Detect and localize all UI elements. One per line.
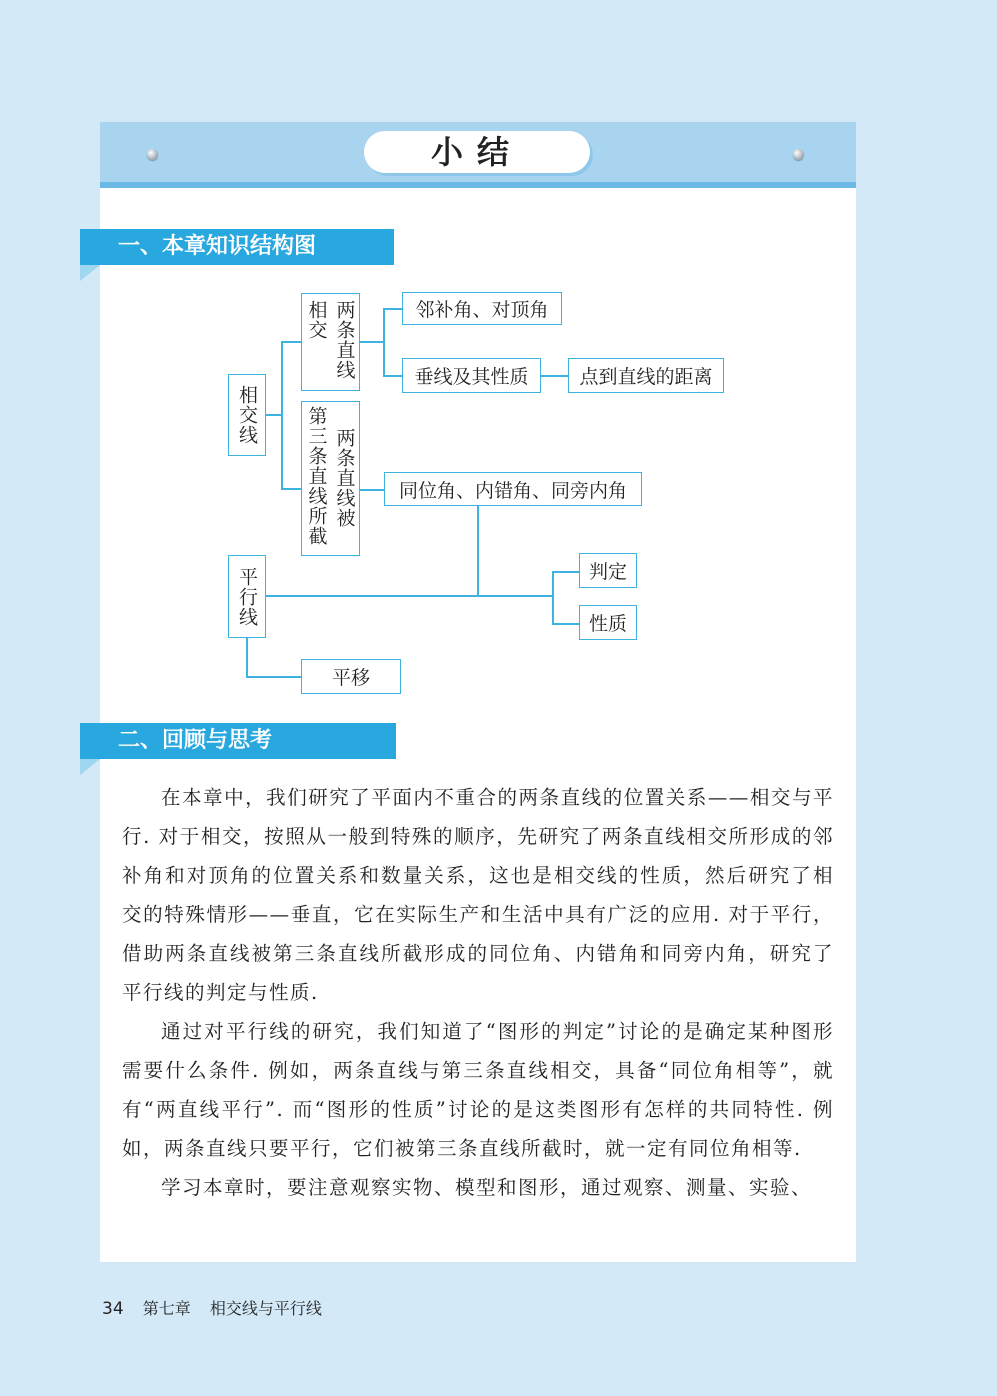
connector-line [383,308,385,375]
node-label: 第三条直线所截 [305,406,328,546]
connector-line [281,341,301,343]
paragraph: 在本章中，我们研究了平面内不重合的两条直线的位置关系——相交与平行. 对于相交，按照从一般到特殊的顺序，先研究了两条直线相交所形成的邻补角和对顶角的位置关系和数量关系，这也是相交线的性质，然后研究了相交的特殊情形——垂直，它在实际生产和生活中具有广泛的应用. 对于平行，借助两条直线被第三条直线所截形成的同位角、内错角和同旁内角，研究了平行线的判定与性质. [122,786,834,1004]
node-intersecting-lines [228,374,266,456]
node-label: 相交线 [236,385,258,445]
node-label: 两条直线 [333,300,356,380]
connector-line [540,375,568,377]
node-label: 平行线 [236,566,258,627]
connector-line [552,571,554,623]
connector-line [552,571,579,573]
node-label: 相交 [305,300,328,340]
connector-line [246,637,248,676]
node-parallel-lines [228,555,266,638]
connector-line [383,375,402,377]
connector-line [359,341,383,343]
connector-line [359,489,384,491]
node-properties: 性质 [579,605,637,640]
node-adjacent-vertical-angles: 邻补角、对顶角 [402,292,562,325]
node-determination: 判定 [579,553,637,588]
connector-line [281,341,283,488]
page-footer [102,1296,322,1319]
page-title: 小结 [364,131,590,173]
connector-line [281,488,301,490]
node-perpendicular: 垂线及其性质 [402,358,541,393]
node-label: 两条直线被 [333,428,356,528]
node-translation: 平移 [301,659,401,694]
section-heading-review: 二、回顾与思考 [80,723,396,759]
page-number: 34 [102,1299,124,1319]
node-two-lines-intersect [301,293,360,391]
connector-line [246,676,301,678]
node-angle-types: 同位角、内错角、同旁内角 [384,472,642,506]
section-heading-structure: 一、本章知识结构图 [80,229,394,265]
connector-line [552,623,579,625]
node-two-lines-cut-by-third [301,401,360,556]
chapter-number: 第七章 [142,1299,191,1318]
chapter-title: 相交线与平行线 [209,1299,322,1318]
review-text [122,778,834,1207]
connector-line [383,308,402,310]
paragraph: 通过对平行线的研究，我们知道了“图形的判定”讨论的是确定某种图形需要什么条件. 例如，两条直线与第三条直线相交，具备“同位角相等”，就有“两直线平行”. 而“图形的性质”讨论的是这类图形有怎样的共同特性. 例如，两条直线只要平行，它们被第三条直线所截时，就一定有同位角相等. [122,1020,834,1160]
paragraph: 学习本章时，要注意观察实物、模型和图形，通过观察、测量、实验、 [161,1176,813,1199]
connector-line [265,595,552,597]
node-point-line-distance: 点到直线的距离 [568,358,724,393]
connector-line [477,505,479,595]
connector-line [265,414,281,416]
